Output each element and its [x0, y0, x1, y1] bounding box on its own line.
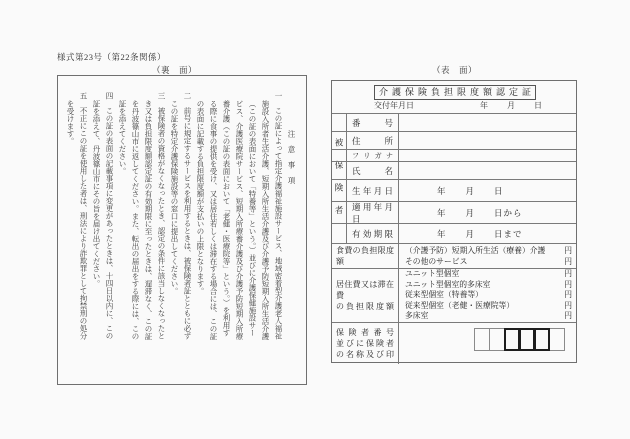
residence-limit-label: 居住費又は滞在費 の 負 担 限 度 額 — [332, 269, 399, 322]
certificate-title: 介護保険負担限度額認定証 — [374, 85, 536, 100]
address-row — [332, 131, 576, 149]
insurer-row — [332, 322, 576, 364]
address-value-cell — [399, 132, 576, 149]
meal-limit-line: その他のサービス 円 — [405, 257, 572, 266]
expiry-row — [332, 223, 576, 243]
furigana-row — [332, 149, 576, 161]
residence-limit-line: 多床室 円 — [405, 311, 572, 321]
yen-unit: 円 — [564, 311, 572, 321]
digit-box — [504, 328, 520, 351]
note-item-4: 四 この証の表面の記載事項に変更があったときは、十四日以内に、この証を添えて、丹波篠山市にその旨を届け出てください。 — [92, 92, 114, 340]
insurer-number-cell — [399, 323, 576, 364]
yen-unit: 円 — [564, 257, 572, 266]
residence-limit-line: 従来型個室（特養等） 円 — [405, 290, 572, 300]
meal-limit-line: （介護予防）短期入所生活（療養）介護 円 — [405, 245, 572, 255]
residence-limit-line: ユニット型個室的多床室 円 — [405, 279, 572, 289]
name-label: 氏 名 — [347, 162, 399, 179]
address-label: 住 所 — [347, 132, 399, 149]
digit-box — [549, 328, 565, 351]
issue-date-label: 交付年月日 — [374, 101, 414, 110]
residence-limit-values — [399, 269, 576, 322]
residence-limit-line: 従来型個室（老健・医療院等） 円 — [405, 300, 572, 310]
digit-box — [489, 328, 505, 351]
notes-heading: 注意事項 — [287, 130, 296, 192]
notes-text-block — [64, 92, 298, 340]
number-value-cell — [399, 114, 576, 131]
note-item-5: 五 不正にこの証を使用した者は、刑法により詐欺罪として拘禁刑の処分を受けます。 — [66, 92, 88, 340]
yen-unit: 円 — [564, 290, 572, 300]
yen-unit: 円 — [564, 269, 572, 279]
apply-date-row — [332, 201, 576, 223]
birthdate-label: 生 年 月 日 — [347, 180, 399, 201]
digit-box — [519, 328, 535, 351]
birthdate-row — [332, 179, 576, 201]
digit-box — [534, 328, 550, 351]
yen-unit: 円 — [564, 245, 572, 255]
birthdate-value-cell: 年 月 日 — [437, 185, 504, 196]
issue-date-row — [332, 100, 576, 112]
name-row — [332, 161, 576, 179]
note-item-3: 三 被保険者の資格がなくなったとき、認定の条件に該当しなくなったとき又は負担限度額認定証の有効期限に至ったときは、遅滞なく、この証を丹波篠山市に返してください。また、転出の届出をする際には、この証を添えてください。 — [118, 92, 166, 340]
residence-limit-row — [332, 268, 576, 322]
note-item-2: 二 前号に規定するサービスを利用するときは、被保険者証とともに必ずこの証を特定介護保険施設等の窓口に提出してください。 — [170, 92, 192, 340]
issue-date-value: 年 月 日 — [480, 101, 543, 110]
meal-limit-row — [332, 243, 576, 268]
number-label: 番 号 — [347, 114, 399, 131]
back-page-box — [57, 75, 307, 385]
furigana-value-cell — [399, 150, 576, 161]
residence-limit-line: ユニット型個室 円 — [405, 269, 572, 279]
expiry-value-cell: 年 月 日まで — [437, 228, 523, 239]
note-item-1: 一 この証によって指定介護福祉施設サービス、地域密着型介護老人福祉施設入所者生活介護、短期入所生活介護及び介護予防短期入所生活介護（この証の表面において「特養等」という。）並びに介護保健施設サービス、介護医療院サービス、短期入所療養介護及び介護予防短期入所療養介護（この証の表面において「老健・医療院等」という。）を利用する際に食事の提供を受け、又は居住若しくは滞在する場合には、この証の表面に記載する負担限度額が支払いの上限となります。 — [196, 92, 283, 340]
digit-box — [474, 328, 490, 351]
meal-limit-values — [399, 244, 576, 268]
certificate-table — [331, 80, 577, 363]
expiry-label: 有 効 期 限 — [347, 224, 399, 243]
furigana-label: フ リ ガ ナ — [347, 150, 399, 161]
apply-date-value-cell: 年 月 日から — [437, 207, 523, 218]
form-number-label: 様式第23号（第22条関係） — [57, 52, 167, 62]
certificate-header — [332, 81, 576, 113]
insurer-number-boxes — [474, 328, 565, 351]
number-row — [332, 113, 576, 131]
insured-person-vertical-label: 被保険者 — [332, 113, 347, 243]
name-value-cell — [399, 162, 576, 179]
apply-date-label: 適 用 年 月 日 — [347, 202, 399, 223]
meal-limit-label: 食費の負担限度額 — [332, 244, 399, 268]
yen-unit: 円 — [564, 300, 572, 310]
yen-unit: 円 — [564, 279, 572, 289]
insurer-label: 保 険 者 番 号 並 び に 保 険 者 の 名 称 及 び 印 — [332, 323, 399, 364]
back-page-label: （裏 面） — [152, 65, 198, 75]
front-page-label: （表 面） — [432, 65, 478, 75]
